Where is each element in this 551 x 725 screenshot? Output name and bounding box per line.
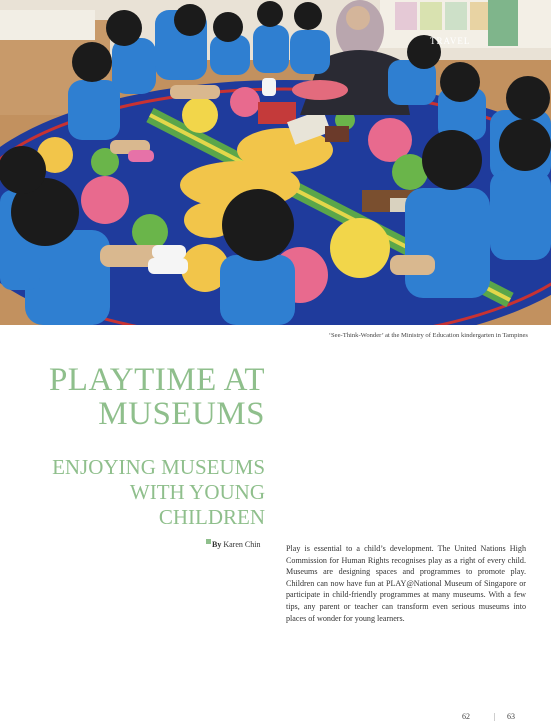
page-number-separator: | xyxy=(494,712,496,721)
title-line: MUSEUMS xyxy=(98,396,265,432)
photo-caption: ‘See-Think-Wonder’ at the Ministry of Education kindergarten in Tampines xyxy=(328,332,528,339)
green-square-icon xyxy=(206,539,211,544)
author-name: Karen Chin xyxy=(223,540,261,549)
page-number-left: 62 xyxy=(462,712,470,721)
page-number-right: 63 xyxy=(507,712,515,721)
byline-label: By xyxy=(212,540,222,549)
title-line: PLAYTIME AT xyxy=(48,362,265,398)
section-tab-travel: TRAVEL xyxy=(430,36,471,46)
subtitle-line: ENJOYING MUSEUMS xyxy=(52,455,265,479)
subtitle-line: WITH YOUNG xyxy=(129,480,265,504)
byline xyxy=(206,540,260,549)
subtitle-line: CHILDREN xyxy=(158,505,265,529)
article-title xyxy=(5,363,265,431)
article-intro: Play is essential to a child’s development. The United Nations High Commission for Human Rights recognises play as a right of every child. Museums are designing spaces and programmes to promote play. Children can now have fun at PLAY@National Museum of Singapore or participate in child-friendly programmes at many museums. With a few tips, any parent or teacher can transform even serious museums into places of wonder for young learners. xyxy=(286,544,526,623)
classroom-photo xyxy=(0,0,551,325)
article-subtitle xyxy=(5,455,265,530)
